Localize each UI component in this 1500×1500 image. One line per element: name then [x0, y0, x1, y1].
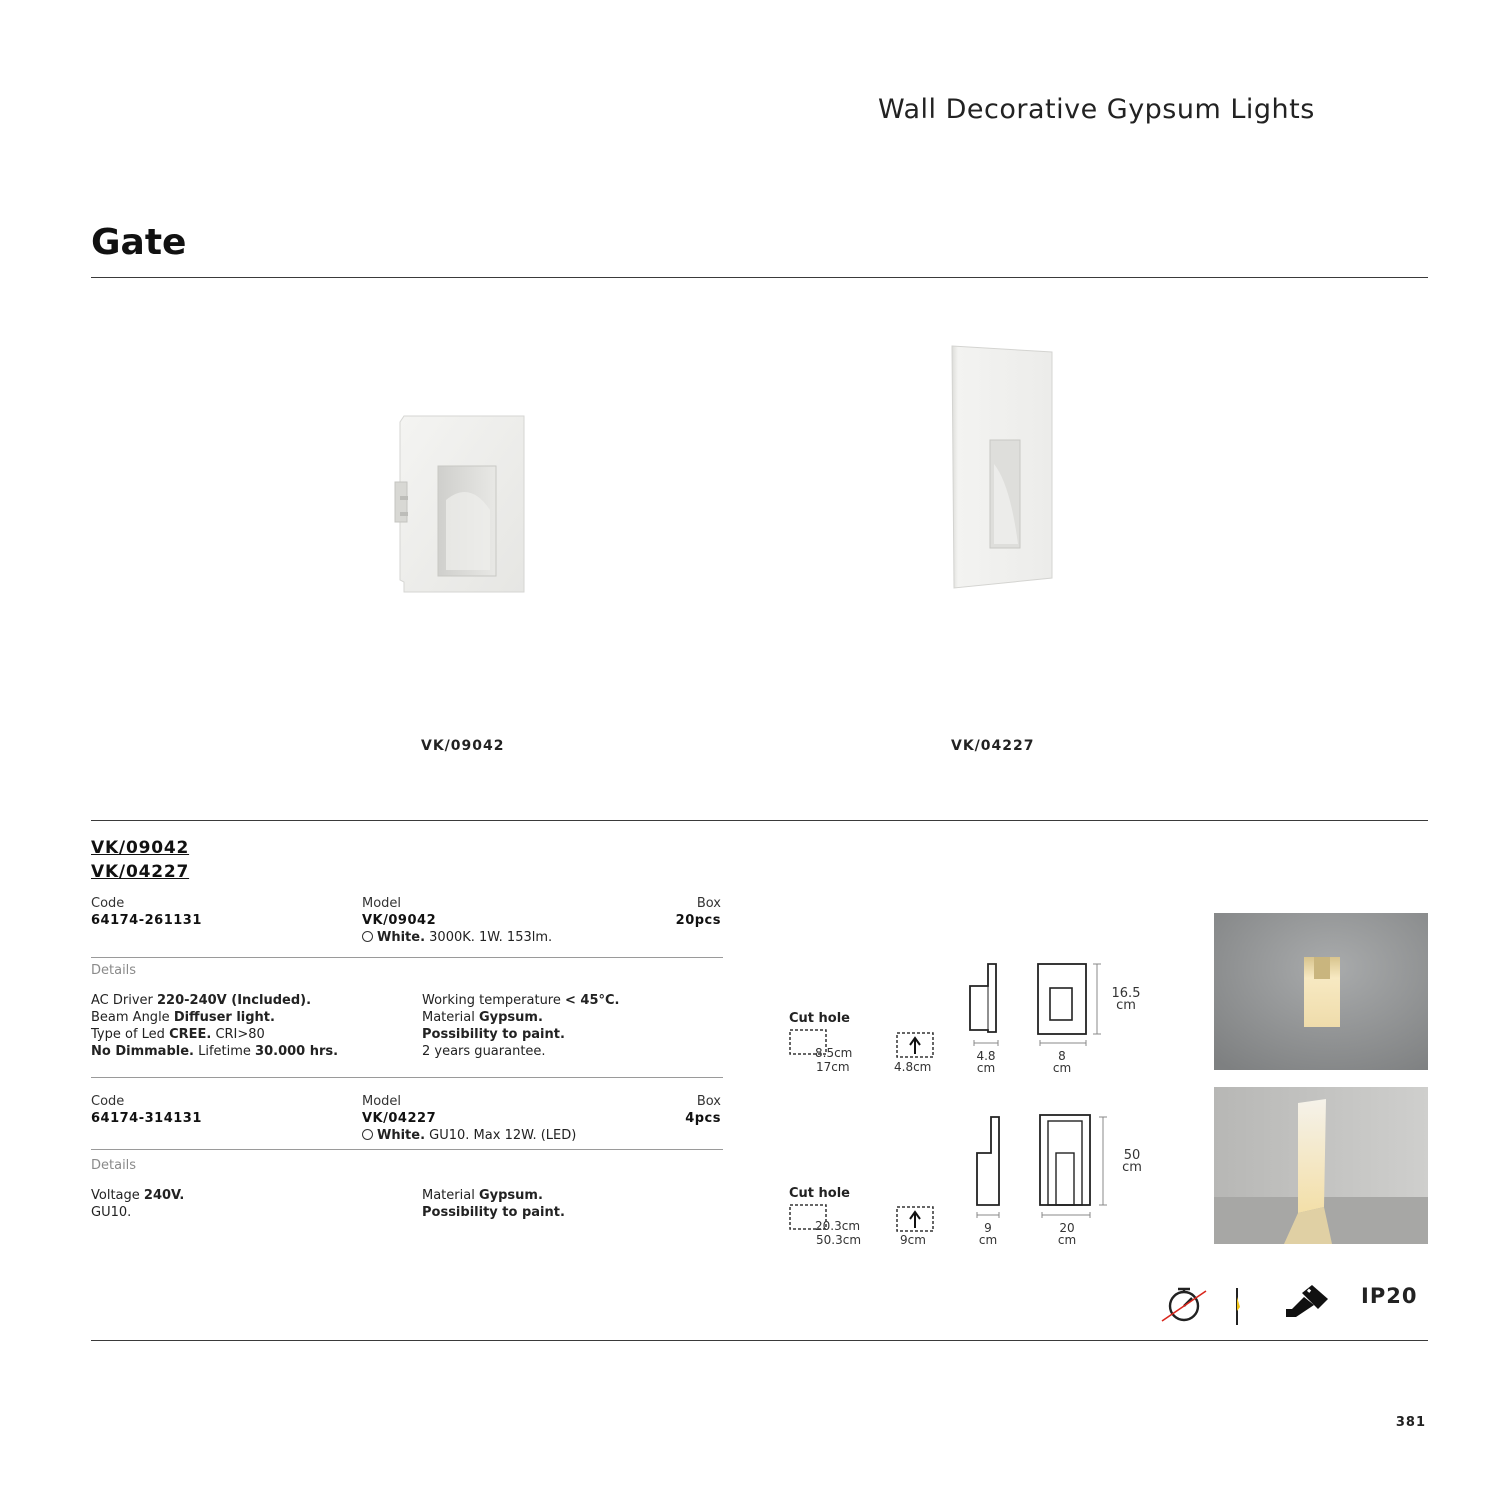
dim-tick [975, 1212, 1003, 1218]
white-swatch-icon [362, 931, 373, 942]
cut-width: 20.3cm [815, 1219, 861, 1233]
dim-tick [1038, 1040, 1090, 1046]
detail-line: 2 years guarantee. [422, 1044, 546, 1059]
product-family-title: Gate [91, 222, 187, 263]
product-code: 64174-261131 [91, 913, 202, 928]
detail-line: Material Gypsum. [422, 1188, 543, 1203]
color-spec [362, 1127, 576, 1144]
details-heading: Details [91, 1158, 137, 1173]
model-link[interactable]: VK/04227 [91, 862, 190, 882]
front-width: 20 cm [1057, 1221, 1077, 1247]
detail-line: Working temperature < 45°C. [422, 993, 620, 1008]
depth-arrow-icon [896, 1206, 936, 1234]
product-model: VK/09042 [362, 913, 437, 928]
box-label: Box [696, 896, 721, 911]
detail-line: AC Driver 220-240V (Included). [91, 993, 312, 1008]
box-quantity: 20pcs [675, 913, 721, 928]
product-code: 64174-314131 [91, 1111, 202, 1126]
cut-height: 50.3cm [816, 1233, 862, 1247]
cut-hole-label: Cut hole [789, 1186, 850, 1201]
side-profile-drawing [975, 1115, 1005, 1207]
model-label: Model [362, 896, 402, 911]
dim-tick [972, 1040, 1002, 1046]
detail-line: No Dimmable. Lifetime 30.000 hrs. [91, 1044, 339, 1059]
side-depth: 4.8 cm [976, 1049, 996, 1075]
code-label: Code [91, 1094, 125, 1109]
height-dim: 16.5 cm [1111, 986, 1141, 1013]
front-view-drawing [1036, 962, 1092, 1036]
product-model: VK/04227 [362, 1111, 437, 1126]
details-heading: Details [91, 963, 137, 978]
no-dimmable-icon [1160, 1285, 1210, 1325]
height-dim-line [1092, 962, 1102, 1036]
detail-line: Possibility to paint. [422, 1027, 565, 1042]
detail-line: GU10. [91, 1205, 132, 1220]
paintable-brush-icon [1282, 1283, 1330, 1323]
cut-height: 17cm [816, 1060, 850, 1074]
height-dim: 50 cm [1122, 1148, 1142, 1175]
detail-line: Voltage 240V. [91, 1188, 185, 1203]
row-divider [91, 957, 723, 958]
box-quantity: 4pcs [685, 1111, 721, 1126]
code-label: Code [91, 896, 125, 911]
product-image-vk09042 [390, 410, 530, 600]
cut-depth: 4.8cm [894, 1060, 932, 1074]
details-left [91, 1187, 184, 1221]
ip-rating: IP20 [1361, 1284, 1418, 1308]
product-image-vk04227 [948, 344, 1058, 592]
box-label: Box [696, 1094, 721, 1109]
detail-line: Material Gypsum. [422, 1010, 543, 1025]
model-label: Model [362, 1094, 402, 1109]
model-link[interactable]: VK/09042 [91, 838, 190, 858]
front-width: 8 cm [1052, 1049, 1072, 1075]
dim-tick [1040, 1212, 1094, 1218]
section-divider [91, 820, 1428, 821]
details-left [91, 992, 338, 1060]
cut-hole-label: Cut hole [789, 1011, 850, 1026]
color-spec [362, 929, 552, 946]
led-indicator-icon [1232, 1287, 1242, 1327]
category-title: Wall Decorative Gypsum Lights [878, 94, 1315, 125]
cut-width: 8.5cm [815, 1046, 853, 1060]
height-dim-line [1098, 1115, 1108, 1207]
details-right [422, 1187, 565, 1221]
row-divider [91, 1077, 723, 1078]
color-name: White. [377, 1128, 426, 1143]
details-right [422, 992, 620, 1060]
product-caption: VK/09042 [421, 738, 505, 754]
detail-line: Type of Led CREE. CRI>80 [91, 1027, 265, 1042]
installed-photo-vk09042 [1214, 913, 1428, 1070]
depth-arrow-icon [896, 1032, 936, 1060]
detail-line: Possibility to paint. [422, 1205, 565, 1220]
page-number: 381 [1395, 1415, 1426, 1430]
side-profile-drawing [968, 962, 1004, 1036]
front-view-drawing [1038, 1113, 1096, 1209]
detail-line: Beam Angle Diffuser light. [91, 1010, 275, 1025]
row-divider [91, 1149, 723, 1150]
color-name: White. [377, 930, 426, 945]
lamp-spec: GU10. Max 12W. (LED) [425, 1128, 577, 1143]
white-swatch-icon [362, 1129, 373, 1140]
lamp-spec: 3000K. 1W. 153lm. [425, 930, 553, 945]
header-divider [91, 277, 1428, 278]
cut-depth: 9cm [900, 1233, 926, 1247]
installed-photo-vk04227 [1214, 1087, 1428, 1244]
product-caption: VK/04227 [951, 738, 1035, 754]
side-depth: 9 cm [978, 1221, 998, 1247]
footer-divider [91, 1340, 1428, 1341]
